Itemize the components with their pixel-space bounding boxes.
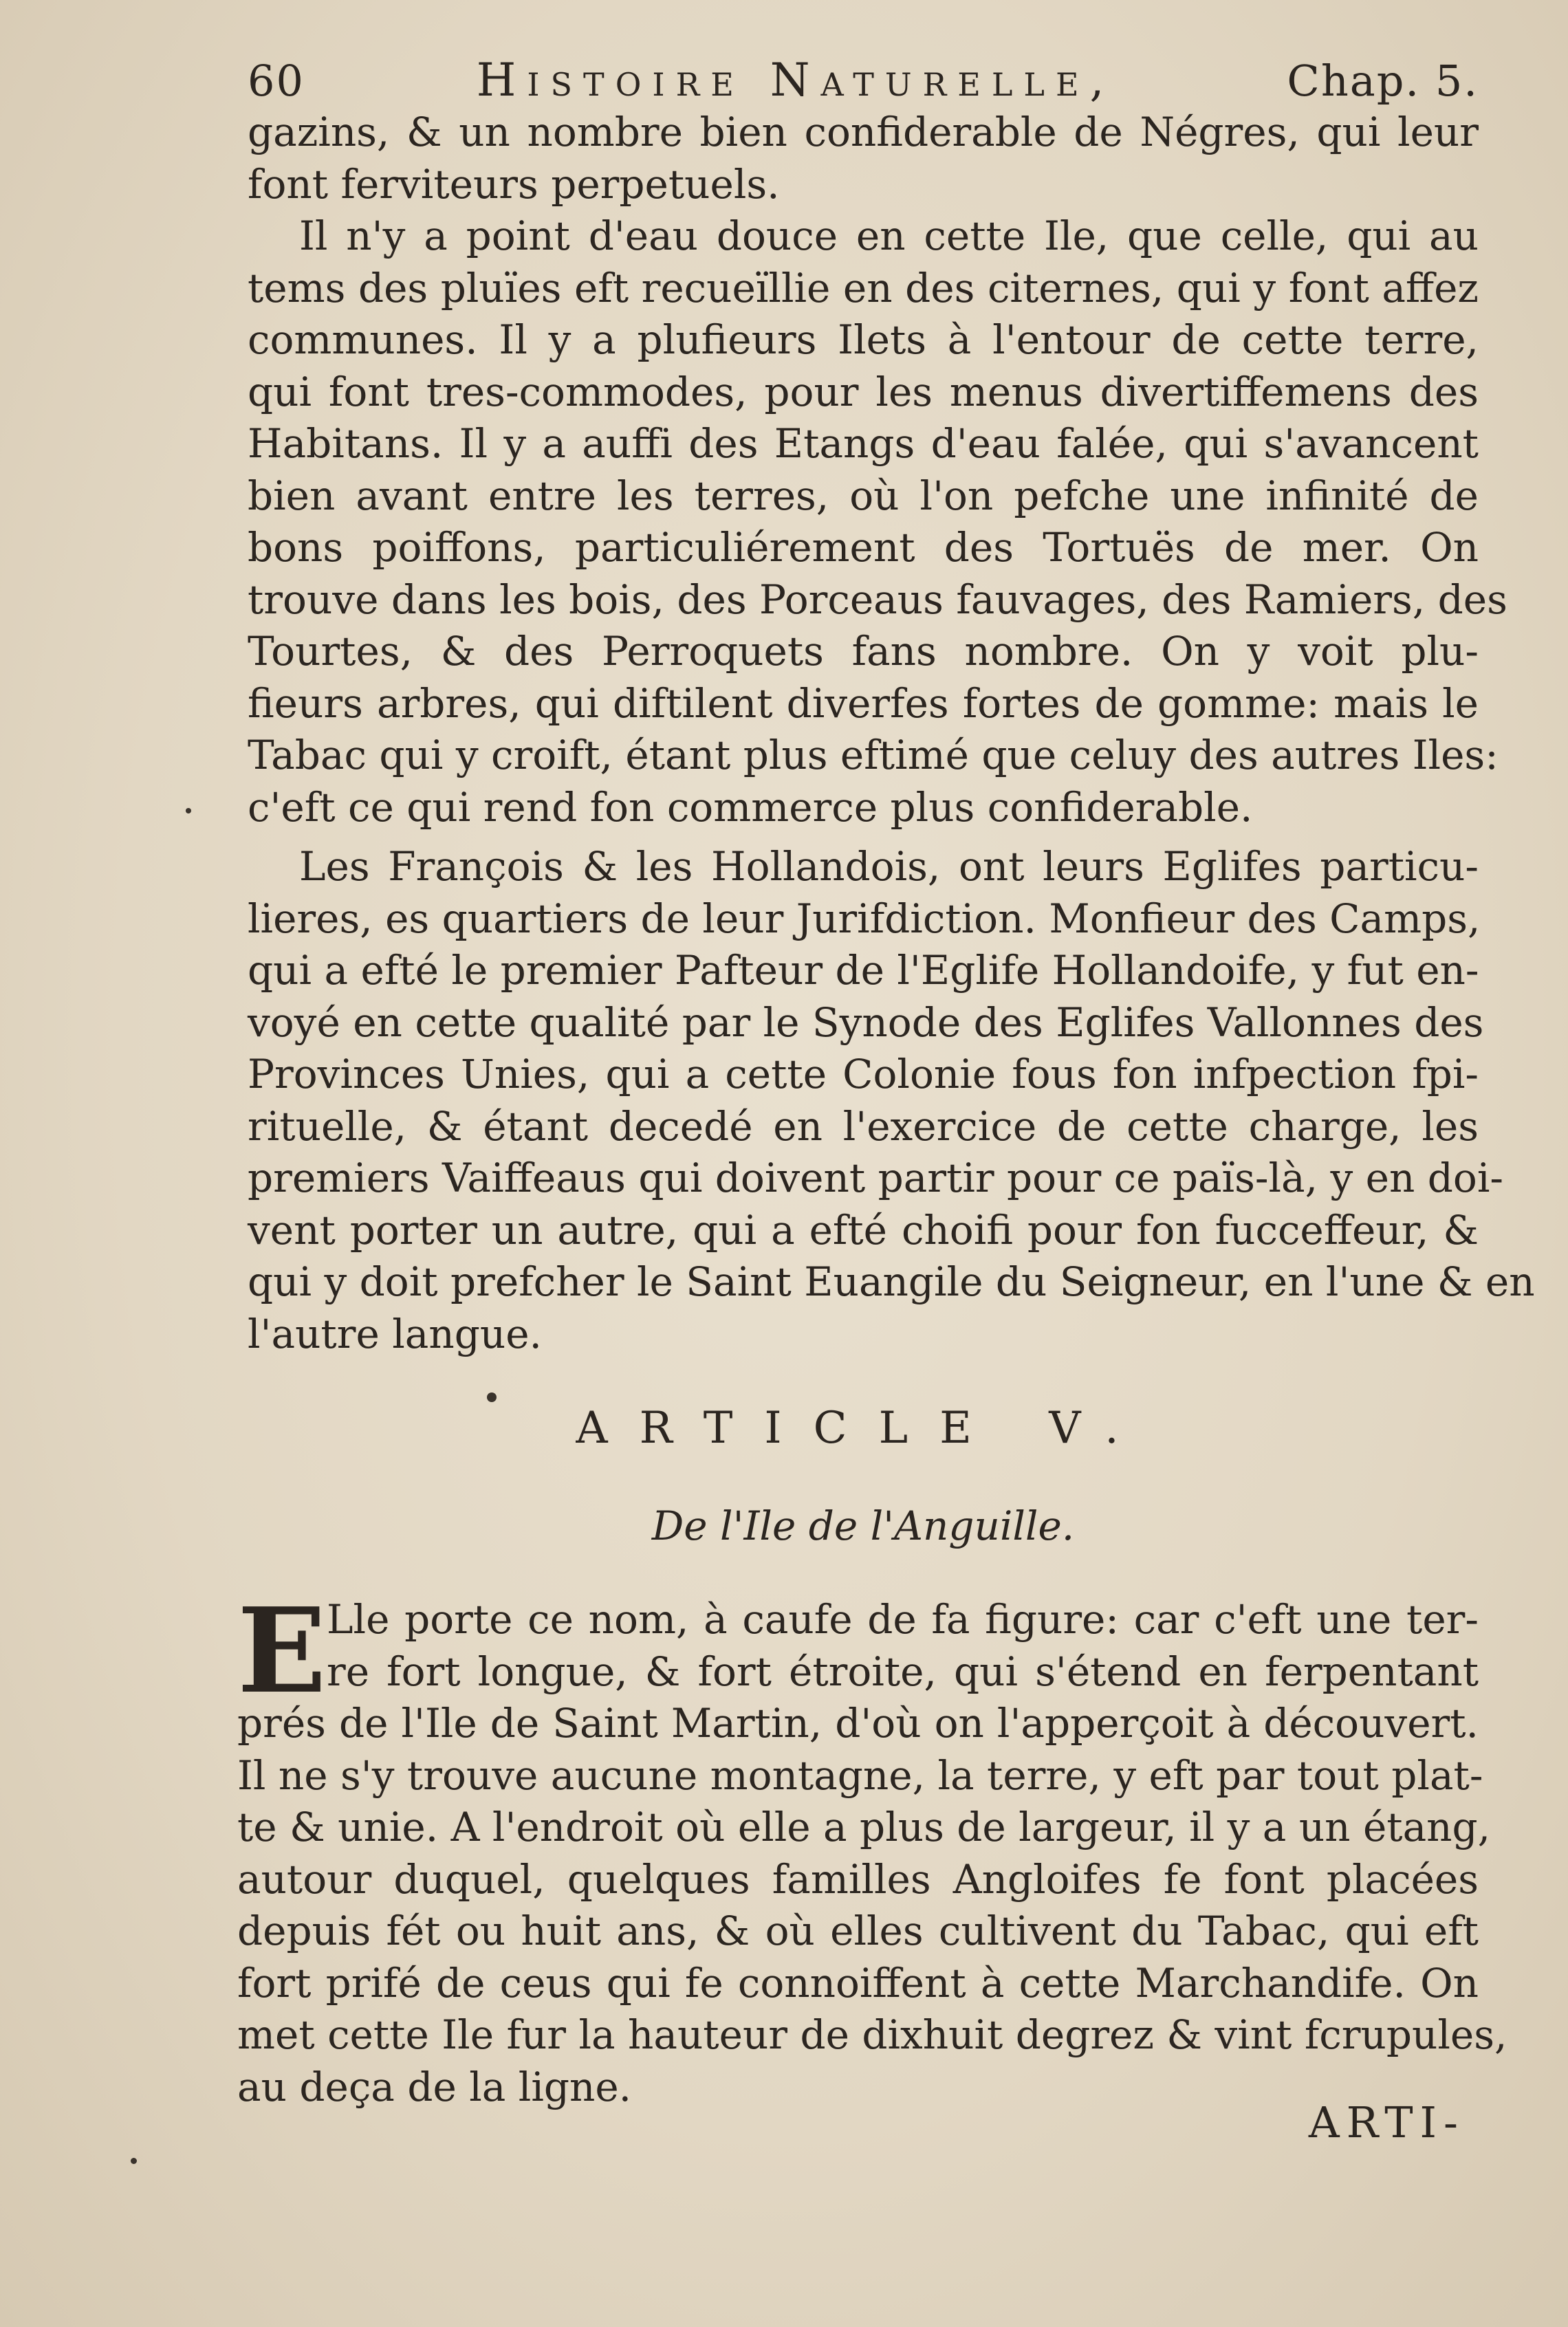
text-line: trouve dans les bois, des Porceaus fauvages, des Ramiers, des xyxy=(248,576,1507,623)
text-line: Lle porte ce nom, à caufe de fa figure: car c'eft une ter- xyxy=(327,1596,1479,1643)
text-line: Provinces Unies, qui a cette Colonie fous fon infpection fpi- xyxy=(248,1051,1479,1097)
page-number: 60 xyxy=(248,56,305,106)
text-line: fieurs arbres, qui diftilent diverfes fortes de gomme: mais le xyxy=(248,679,1479,727)
text-line: tems des pluïes eft recueïllie en des citernes, qui y font affez xyxy=(248,264,1479,312)
text-line: Habitans. Il y a auffi des Etangs d'eau falée, qui s'avancent xyxy=(248,420,1479,467)
paragraph-block-2 xyxy=(248,841,1535,1360)
text-line: rituelle, & étant decedé en l'exercice de cette charge, les xyxy=(248,1102,1479,1150)
text-line: fort prifé de ceus qui fe connoiffent à cette Marchandife. On xyxy=(237,1959,1479,2007)
text-line: l'autre langue. xyxy=(248,1310,542,1357)
running-title: Histoire Naturelle, xyxy=(476,54,1115,107)
article-heading: ARTICLE V. xyxy=(576,1403,1151,1454)
paragraph-block-3 xyxy=(237,1582,1507,2113)
text-line: voyé en cette qualité par le Synode des Eglifes Vallonnes des xyxy=(248,998,1484,1046)
text-line: c'eft ce qui rend fon commerce plus confiderable. xyxy=(248,783,1253,831)
text-line: qui a efté le premier Pafteur de l'Eglife Hollandoife, y fut en- xyxy=(248,947,1479,994)
text-line: prés de l'Ile de Saint Martin, d'où on l'apperçoit à découvert. xyxy=(237,1700,1479,1747)
text-line: lieres, es quartiers de leur Jurifdiction. Monfieur des Camps, xyxy=(248,895,1481,942)
text-line: bons poiffons, particuliérement des Tortuës de mer. On xyxy=(248,524,1479,571)
text-line: te & unie. A l'endroit où elle a plus de largeur, il y a un étang, xyxy=(237,1804,1491,1850)
text-line: communes. Il y a plufieurs Ilets à l'entour de cette terre, xyxy=(248,316,1479,363)
text-line: re fort longue, & fort étroite, qui s'étend en ferpentant xyxy=(327,1648,1479,1695)
text-line: bien avant entre les terres, où l'on pefche une infinité de xyxy=(248,472,1479,519)
drop-cap-group xyxy=(237,1582,1479,1720)
text-line: Il n'y a point d'eau douce en cette Ile, que celle, qui au xyxy=(299,212,1479,259)
text-line: Les François & les Hollandois, ont leurs Eglifes particu- xyxy=(299,843,1479,890)
text-line: Tabac qui y croift, étant plus eftimé que celuy des autres Iles: xyxy=(248,732,1499,778)
catchword: ARTI- xyxy=(1308,2097,1465,2148)
text-line: font ferviteurs perpetuels. xyxy=(248,160,780,208)
text-line: Tourtes, & des Perroquets fans nombre. On y voit plu- xyxy=(248,628,1479,675)
text-line: premiers Vaiffeaus qui doivent partir pour ce païs-là, y en doi- xyxy=(248,1155,1503,1201)
chapter-label: Chap. 5. xyxy=(1287,56,1479,106)
text-line: vent porter un autre, qui a efté choifi pour fon fucceffeur, & xyxy=(248,1206,1479,1254)
text-line: autour duquel, quelques familles Angloifes fe font placées xyxy=(237,1855,1479,1903)
text-line: Il ne s'y trouve aucune montagne, la terre, y eft par tout plat- xyxy=(237,1751,1483,1799)
text-line: qui font tres-commodes, pour les menus divertiffemens des xyxy=(248,368,1479,415)
text-line: gazins, & un nombre bien confiderable de Négres, qui leur xyxy=(248,109,1479,155)
article-subtitle: De l'Ile de l'Anguille. xyxy=(651,1503,1075,1549)
ink-speck xyxy=(131,2158,137,2164)
ink-speck xyxy=(186,808,191,813)
text-line: au deça de la ligne. xyxy=(237,2063,632,2110)
text-line: depuis fét ou huit ans, & où elles cultivent du Tabac, qui eft xyxy=(237,1908,1479,1954)
ink-dot xyxy=(487,1392,497,1402)
text-line: met cette Ile fur la hauteur de dixhuit degrez & vint fcrupules, xyxy=(237,2011,1507,2058)
drop-cap: E xyxy=(237,1582,327,1720)
text-line: qui y doit prefcher le Saint Euangile du Seigneur, en l'une & en xyxy=(248,1258,1535,1305)
paragraph-block-1 xyxy=(248,107,1507,833)
